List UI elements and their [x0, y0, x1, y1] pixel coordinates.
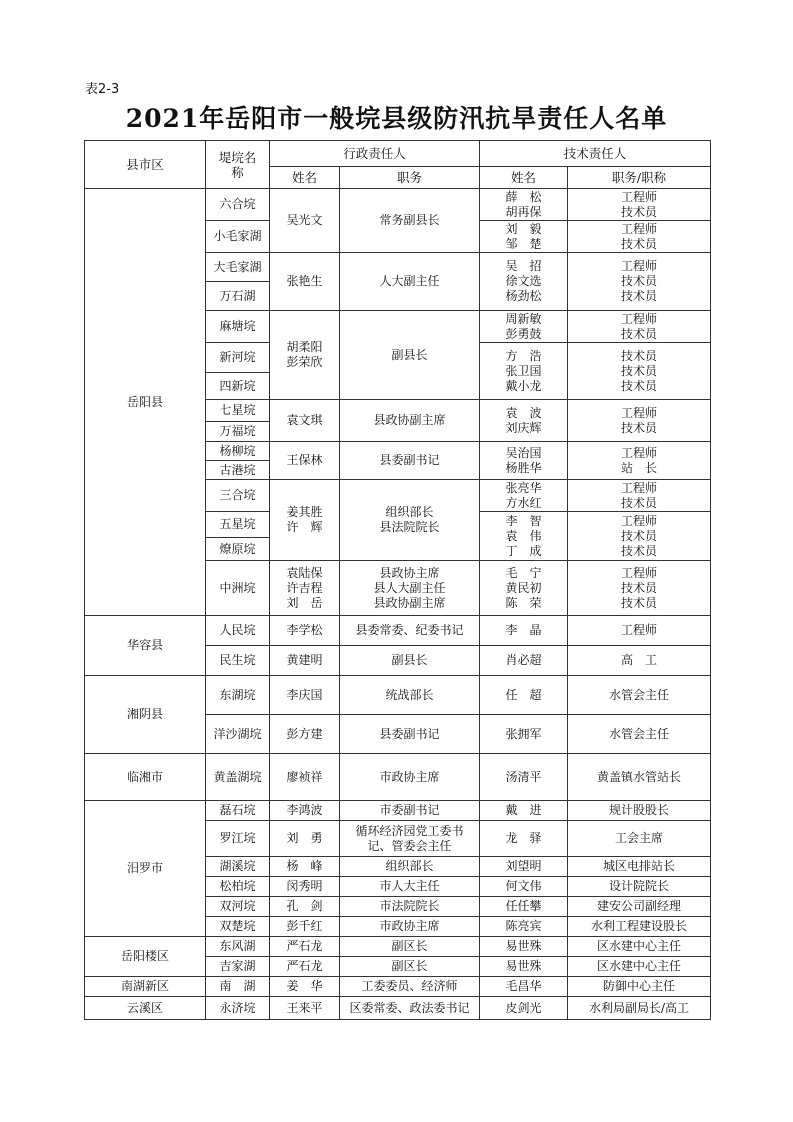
admin-post-cell: 副区长 — [340, 937, 480, 957]
admin-post-cell: 区委常委、政法委书记 — [340, 997, 480, 1020]
levee-cell: 松柏垸 — [206, 877, 270, 897]
tech-title-cell: 工程师 技术员 — [568, 400, 711, 442]
admin-name-cell: 黄建明 — [270, 646, 340, 676]
table-number: 表2-3 — [85, 82, 120, 97]
table-row — [85, 754, 711, 801]
tech-title-cell: 水利工程建设股长 — [568, 917, 711, 937]
admin-post-cell: 组织部长 — [340, 857, 480, 877]
county-cell: 临湘市 — [85, 754, 206, 801]
tech-name-cell: 任任攀 — [480, 897, 568, 917]
levee-cell: 万福垸 — [206, 422, 270, 442]
table-row — [85, 676, 711, 715]
tech-name-cell: 龙 驿 — [480, 821, 568, 857]
table-row — [85, 997, 711, 1020]
levee-cell: 燎原垸 — [206, 538, 270, 561]
admin-name-cell: 袁陆保 许吉程 刘 岳 — [270, 561, 340, 616]
tech-title-cell: 防御中心主任 — [568, 977, 711, 997]
admin-name-cell: 闵秀明 — [270, 877, 340, 897]
tech-name-cell: 易世殊 — [480, 937, 568, 957]
table-row — [85, 977, 711, 997]
admin-name-cell: 孔 剑 — [270, 897, 340, 917]
admin-post-cell: 人大副主任 — [340, 253, 480, 311]
levee-cell: 东风湖 — [206, 937, 270, 957]
tech-name-cell: 何文伟 — [480, 877, 568, 897]
admin-post-cell: 县委常委、纪委书记 — [340, 616, 480, 646]
levee-cell: 湖溪垸 — [206, 857, 270, 877]
levee-cell: 杨柳垸 — [206, 442, 270, 461]
admin-post-cell: 县政协主席 县人大副主任 县政协副主席 — [340, 561, 480, 616]
levee-cell: 永济垸 — [206, 997, 270, 1020]
admin-name-cell: 王保林 — [270, 442, 340, 480]
tech-name-cell: 薛 松 胡再保 — [480, 189, 568, 221]
county-cell: 云溪区 — [85, 997, 206, 1020]
levee-cell: 七星垸 — [206, 400, 270, 422]
table-row — [85, 801, 711, 821]
admin-post-cell: 常务副县长 — [340, 189, 480, 253]
admin-name-cell: 李学松 — [270, 616, 340, 646]
levee-cell: 南 湖 — [206, 977, 270, 997]
admin-post-cell: 市法院院长 — [340, 897, 480, 917]
header-tech: 技术责任人 — [480, 141, 711, 167]
table-row — [85, 937, 711, 957]
document-title: 2021年岳阳市一般垸县级防汛抗旱责任人名单 — [125, 104, 668, 133]
levee-cell: 双河垸 — [206, 897, 270, 917]
admin-name-cell: 姜 华 — [270, 977, 340, 997]
tech-name-cell: 张拥军 — [480, 715, 568, 754]
tech-name-cell: 周新敏 彭勇鼓 — [480, 311, 568, 343]
admin-name-cell: 张艳生 — [270, 253, 340, 311]
admin-name-cell: 杨 峰 — [270, 857, 340, 877]
levee-cell: 罗江垸 — [206, 821, 270, 857]
header-tech-title: 职务/职称 — [568, 167, 711, 189]
admin-post-cell: 县委副书记 — [340, 442, 480, 480]
admin-post-cell: 市政协主席 — [340, 754, 480, 801]
tech-title-cell: 城区电排站长 — [568, 857, 711, 877]
admin-name-cell: 李鸿波 — [270, 801, 340, 821]
header-levee: 堤垸名称 — [206, 141, 270, 189]
admin-post-cell: 组织部长 县法院院长 — [340, 480, 480, 561]
levee-cell: 吉家湖 — [206, 957, 270, 977]
levee-cell: 双楚垸 — [206, 917, 270, 937]
levee-cell: 中洲垸 — [206, 561, 270, 616]
levee-cell: 东湖垸 — [206, 676, 270, 715]
admin-name-cell: 彭千红 — [270, 917, 340, 937]
levee-cell: 磊石垸 — [206, 801, 270, 821]
admin-post-cell: 循环经济园党工委书记、管委会主任 — [340, 821, 480, 857]
tech-title-cell: 水利局副局长/高工 — [568, 997, 711, 1020]
table-row — [85, 189, 711, 221]
admin-name-cell: 廖祯祥 — [270, 754, 340, 801]
tech-title-cell: 区水建中心主任 — [568, 957, 711, 977]
admin-post-cell: 市人大主任 — [340, 877, 480, 897]
tech-name-cell: 刘望明 — [480, 857, 568, 877]
levee-cell: 民生垸 — [206, 646, 270, 676]
admin-name-cell: 袁文琪 — [270, 400, 340, 442]
header-admin-post: 职务 — [340, 167, 480, 189]
header-admin-name: 姓名 — [270, 167, 340, 189]
tech-title-cell: 工程师 技术员 — [568, 480, 711, 512]
tech-name-cell: 张亮华 方水红 — [480, 480, 568, 512]
tech-name-cell: 吴治国 杨胜华 — [480, 442, 568, 480]
admin-name-cell: 姜其胜 许 辉 — [270, 480, 340, 561]
levee-cell: 六合垸 — [206, 189, 270, 221]
tech-title-cell: 工程师 技术员 技术员 — [568, 253, 711, 311]
admin-name-cell: 彭方建 — [270, 715, 340, 754]
levee-cell: 小毛家湖 — [206, 221, 270, 253]
county-cell: 华容县 — [85, 616, 206, 676]
responsibility-table — [84, 140, 711, 1020]
tech-title-cell: 水管会主任 — [568, 676, 711, 715]
tech-title-cell: 技术员 技术员 技术员 — [568, 343, 711, 400]
admin-name-cell: 严石龙 — [270, 937, 340, 957]
levee-cell: 新河垸 — [206, 343, 270, 373]
tech-name-cell: 李 智 袁 伟 丁 成 — [480, 512, 568, 561]
levee-cell: 麻塘垸 — [206, 311, 270, 343]
levee-cell: 三合垸 — [206, 480, 270, 512]
county-cell: 湘阴县 — [85, 676, 206, 754]
tech-title-cell: 黄盖镇水管站长 — [568, 754, 711, 801]
tech-title-cell: 工程师 技术员 — [568, 221, 711, 253]
admin-name-cell: 吴光文 — [270, 189, 340, 253]
tech-name-cell: 戴 进 — [480, 801, 568, 821]
admin-name-cell: 刘 勇 — [270, 821, 340, 857]
admin-post-cell: 工委委员、经济师 — [340, 977, 480, 997]
tech-title-cell: 工程师 技术员 技术员 — [568, 512, 711, 561]
admin-post-cell: 统战部长 — [340, 676, 480, 715]
admin-name-cell: 李庆国 — [270, 676, 340, 715]
tech-name-cell: 皮剑光 — [480, 997, 568, 1020]
admin-post-cell: 副县长 — [340, 311, 480, 400]
county-cell: 岳阳楼区 — [85, 937, 206, 977]
admin-post-cell: 县政协副主席 — [340, 400, 480, 442]
tech-name-cell: 吴 招 徐文选 杨劲松 — [480, 253, 568, 311]
tech-title-cell: 规计股股长 — [568, 801, 711, 821]
header-row — [85, 141, 711, 167]
admin-post-cell: 副区长 — [340, 957, 480, 977]
county-cell: 岳阳县 — [85, 189, 206, 616]
header-county: 县市区 — [85, 141, 206, 189]
tech-name-cell: 任 超 — [480, 676, 568, 715]
levee-cell: 五星垸 — [206, 512, 270, 538]
tech-name-cell: 汤清平 — [480, 754, 568, 801]
tech-title-cell: 工程师 站 长 — [568, 442, 711, 480]
levee-cell: 黄盖湖垸 — [206, 754, 270, 801]
admin-name-cell: 王来平 — [270, 997, 340, 1020]
admin-post-cell: 县委副书记 — [340, 715, 480, 754]
levee-cell: 洋沙湖垸 — [206, 715, 270, 754]
tech-name-cell: 刘 毅 邹 楚 — [480, 221, 568, 253]
tech-title-cell: 建安公司副经理 — [568, 897, 711, 917]
table-row — [85, 616, 711, 646]
header-admin: 行政责任人 — [270, 141, 480, 167]
county-cell: 南湖新区 — [85, 977, 206, 997]
tech-title-cell: 设计院院长 — [568, 877, 711, 897]
levee-cell: 四新垸 — [206, 373, 270, 400]
header-tech-name: 姓名 — [480, 167, 568, 189]
levee-cell: 大毛家湖 — [206, 253, 270, 282]
tech-name-cell: 毛昌华 — [480, 977, 568, 997]
levee-cell: 人民垸 — [206, 616, 270, 646]
admin-post-cell: 市委副书记 — [340, 801, 480, 821]
tech-name-cell: 袁 波 刘庆辉 — [480, 400, 568, 442]
tech-title-cell: 工程师 技术员 — [568, 189, 711, 221]
tech-title-cell: 工程师 — [568, 616, 711, 646]
tech-title-cell: 区水建中心主任 — [568, 937, 711, 957]
tech-title-cell: 工会主席 — [568, 821, 711, 857]
admin-name-cell: 胡柔阳 彭荣欣 — [270, 311, 340, 400]
tech-title-cell: 工程师 技术员 技术员 — [568, 561, 711, 616]
tech-name-cell: 陈亮宾 — [480, 917, 568, 937]
tech-name-cell: 方 浩 张卫国 戴小龙 — [480, 343, 568, 400]
admin-name-cell: 严石龙 — [270, 957, 340, 977]
tech-title-cell: 工程师 技术员 — [568, 311, 711, 343]
tech-name-cell: 毛 宁 黄民初 陈 荣 — [480, 561, 568, 616]
tech-title-cell: 水管会主任 — [568, 715, 711, 754]
county-cell: 汨罗市 — [85, 801, 206, 937]
levee-cell: 古港垸 — [206, 461, 270, 480]
admin-post-cell: 副县长 — [340, 646, 480, 676]
admin-post-cell: 市政协主席 — [340, 917, 480, 937]
levee-cell: 万石湖 — [206, 282, 270, 311]
tech-name-cell: 李 晶 — [480, 616, 568, 646]
tech-name-cell: 肖必超 — [480, 646, 568, 676]
tech-title-cell: 高 工 — [568, 646, 711, 676]
tech-name-cell: 易世殊 — [480, 957, 568, 977]
